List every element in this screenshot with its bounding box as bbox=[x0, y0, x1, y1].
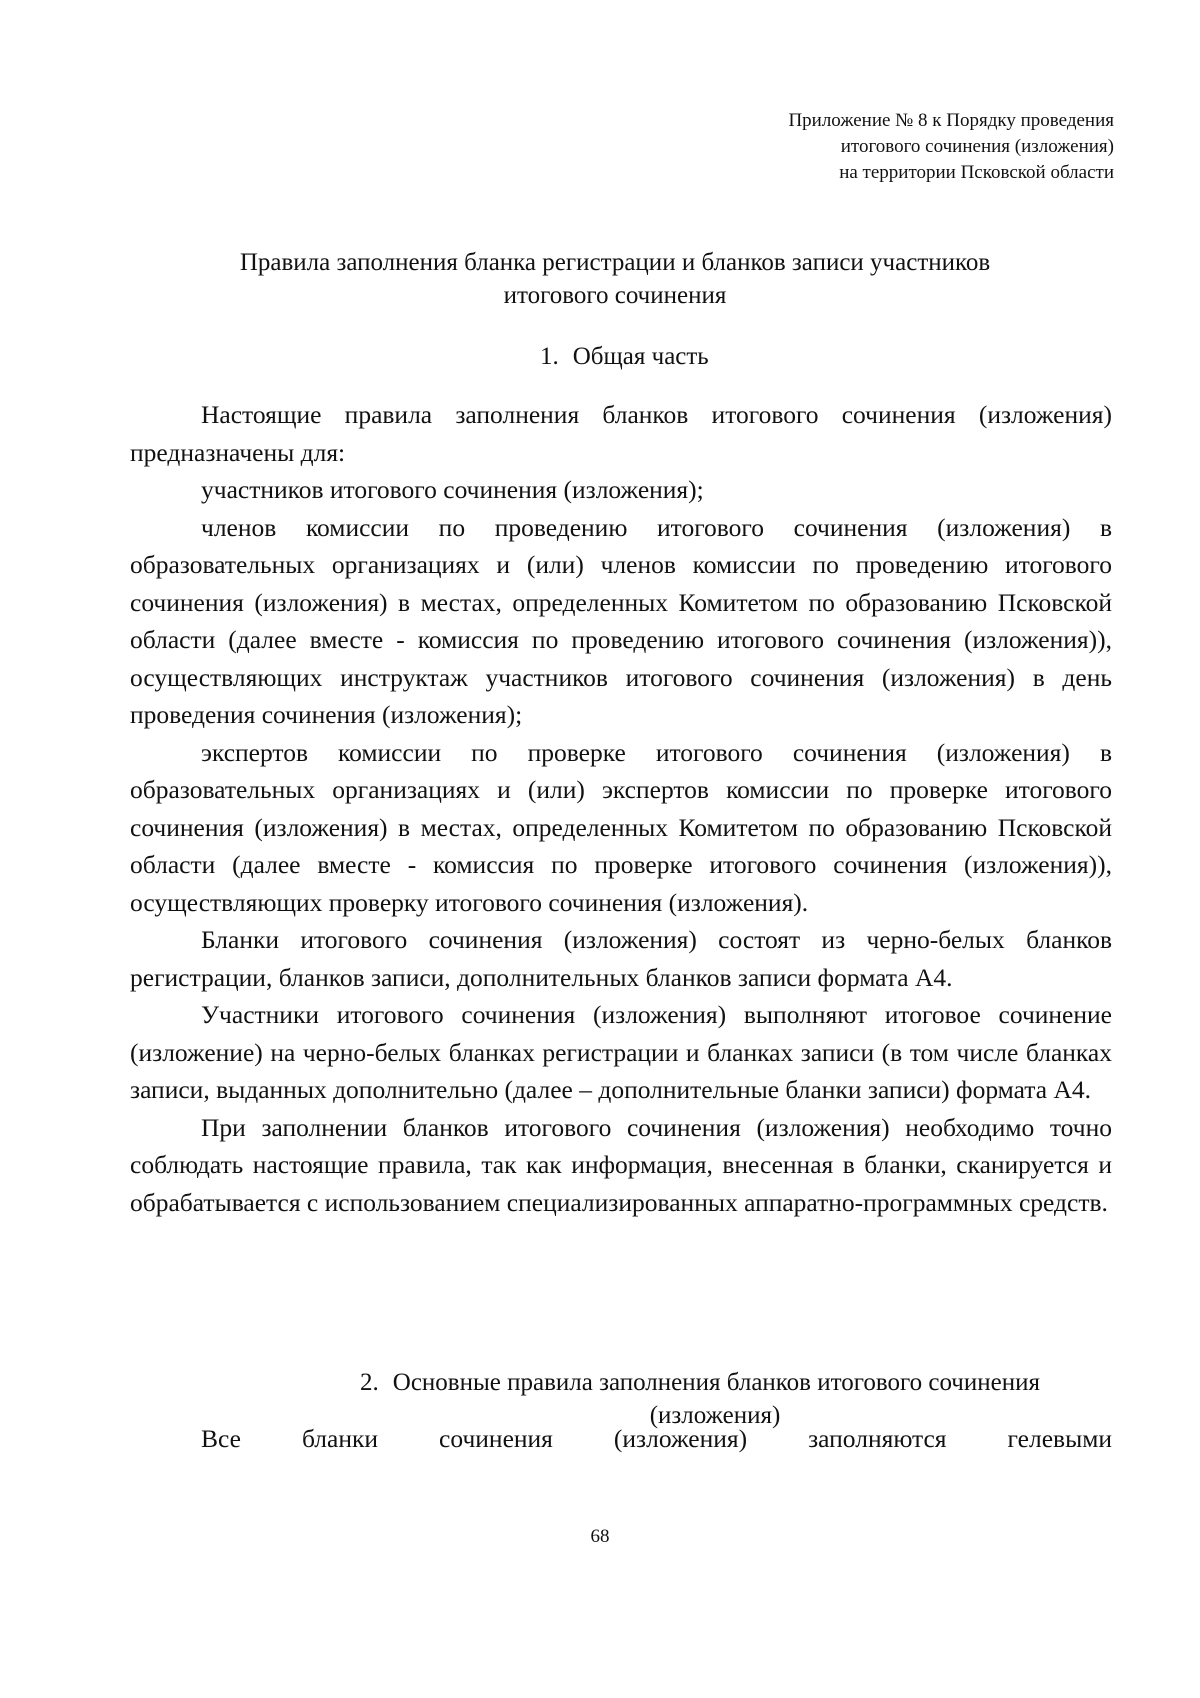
appendix-note bbox=[788, 108, 1114, 186]
section-number: 2. bbox=[360, 1369, 379, 1396]
paragraph: членов комиссии по проведению итогового сочинения (изложения) в образовательных организациях и (или) членов комиссии по проведению итогового сочинения (изложения) в местах, определенных Комитетом по образованию Псковской области (далее вместе - комиссия по проведению итогового сочинения (изложения)), осуществляющих инструктаж участников итогового сочинения (изложения) в день проведения сочинения (изложения); bbox=[130, 512, 1112, 729]
paragraph: Бланки итогового сочинения (изложения) состоят из черно-белых бланков регистрации, бланков записи, дополнительных бланков записи формата А4. bbox=[130, 925, 1112, 992]
page-number: 68 bbox=[590, 1526, 610, 1547]
paragraph: экспертов комиссии по проверке итогового сочинения (изложения) в образовательных организациях и (или) экспертов комиссии по проверке итогового сочинения (изложения) в местах, определенных Комитетом по образованию Псковской области (далее вместе - комиссия по проверке итогового сочинения (изложения)), осуществляющих проверку итогового сочинения (изложения). bbox=[130, 737, 1112, 917]
paragraph: Настоящие правила заполнения бланков итогового сочинения (изложения) предназначены для: bbox=[130, 400, 1112, 467]
section-heading-text: Общая часть bbox=[572, 343, 709, 370]
document-title-line: итогового сочинения bbox=[503, 282, 727, 309]
paragraph: Участники итогового сочинения (изложения) выполняют итоговое сочинение (изложение) на черно-белых бланках регистрации и бланках записи (в том числе бланках записи, выданных дополнительно (далее – дополнительные бланки записи) формата А4. bbox=[130, 1000, 1112, 1104]
document-title-line: Правила заполнения бланка регистрации и бланков записи участников bbox=[239, 249, 991, 276]
document-title bbox=[120, 246, 1110, 312]
section-1-heading bbox=[540, 340, 709, 373]
section-heading-text: (изложения) bbox=[649, 1402, 781, 1429]
paragraph: При заполнении бланков итогового сочинения (изложения) необходимо точно соблюдать настоящие правила, так как информация, внесенная в бланки, сканируется и обрабатывается с использованием специализированных аппаратно-программных средств. bbox=[130, 1112, 1112, 1217]
section-1-body bbox=[130, 396, 1112, 1221]
section-number: 1. bbox=[540, 343, 559, 370]
appendix-note-line: на территории Псковской области bbox=[839, 162, 1114, 183]
paragraph: Все бланки сочинения (изложения) заполняются гелевыми bbox=[201, 1424, 1112, 1453]
paragraph: участников итогового сочинения (изложения); bbox=[201, 475, 704, 504]
appendix-note-line: итогового сочинения (изложения) bbox=[840, 136, 1114, 157]
section-2-body bbox=[130, 1420, 1112, 1458]
appendix-note-line: Приложение № 8 к Порядку проведения bbox=[788, 110, 1114, 131]
section-heading-text: Основные правила заполнения бланков итогового сочинения bbox=[392, 1369, 1040, 1396]
